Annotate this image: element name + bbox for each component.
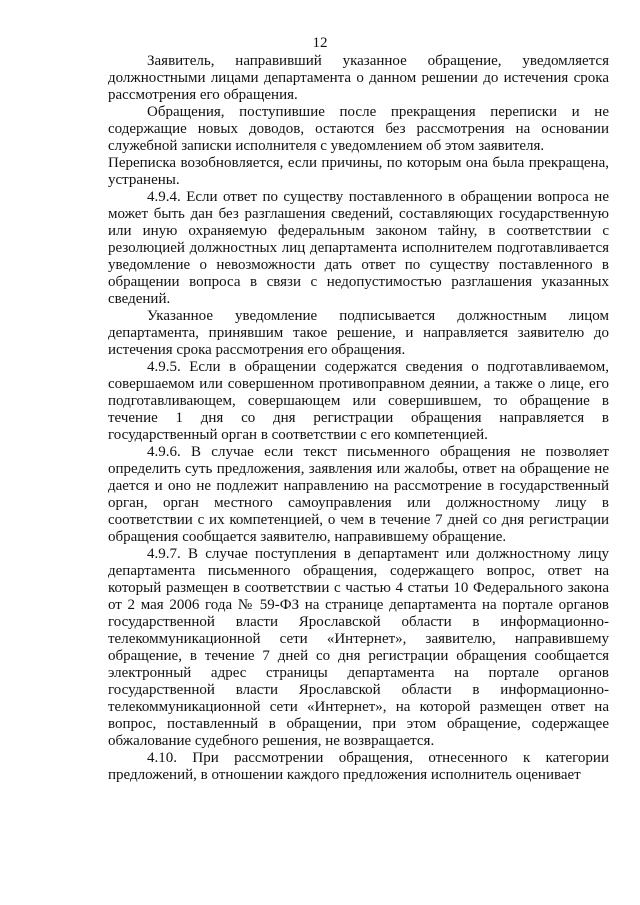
- paragraph-4-9-5: 4.9.5. Если в обращении содержатся сведения о подготавливаемом, совершаемом или совершенном противоправном деянии, а также о лице, его подготавливающем, совершающем или совершившем, то обращение в течение 1 дня со дня регистрации обращения направляется в государственный орган в соответствии с его компетенцией.: [108, 359, 609, 443]
- document-body: [108, 53, 609, 784]
- paragraph-correspondence-resumed: Переписка возобновляется, если причины, по которым она была прекращена, устранены.: [108, 155, 609, 188]
- paragraph-4-9-7: 4.9.7. В случае поступления в департамент или должностному лицу департамента письменного обращения, содержащего вопрос, ответ на который размещен в соответствии с частью 4 статьи 10 Федерального закона от 2 мая 2006 года № 59-ФЗ на странице департамента на портале органов государственной власти Ярославской области в информационно-телекоммуникационной сети «Интернет», заявителю, направившему обращение, в течение 7 дней со дня регистрации обращения сообщается электронный адрес страницы департамента на портале органов государственной власти Ярославской области в информационно-телекоммуникационной сети «Интернет», на которой размещен ответ на вопрос, поставленный в обращении, при этом обращение, содержащее обжалование судебного решения, не возвращается.: [108, 546, 609, 749]
- paragraph-applicant-notification: Заявитель, направивший указанное обращение, уведомляется должностными лицами департамента о данном решении до истечения срока рассмотрения его обращения.: [108, 53, 609, 103]
- paragraph-notice-signing: Указанное уведомление подписывается должностным лицом департамента, принявшим такое решение, и направляется заявителю до истечения срока рассмотрения его обращения.: [108, 308, 609, 358]
- page-number: 12: [312, 35, 328, 51]
- paragraph-4-10: 4.10. При рассмотрении обращения, отнесенного к категории предложений, в отношении каждого предложения исполнитель оценивает: [108, 750, 609, 783]
- paragraph-unreviewed-appeals: Обращения, поступившие после прекращения переписки и не содержащие новых доводов, остаются без рассмотрения на основании служебной записки исполнителя с уведомлением об этом заявителя.: [108, 104, 609, 154]
- paragraph-4-9-4: 4.9.4. Если ответ по существу поставленного в обращении вопроса не может быть дан без разглашения сведений, составляющих государственную или иную охраняемую федеральным законом тайну, в соответствии с резолюцией должностных лиц департамента исполнителем подготавливается уведомление о невозможности дать ответ по существу поставленного в обращении вопроса в связи с недопустимостью разглашения указанных сведений.: [108, 189, 609, 307]
- paragraph-4-9-6: 4.9.6. В случае если текст письменного обращения не позволяет определить суть предложения, заявления или жалобы, ответ на обращение не дается и оно не подлежит направлению на рассмотрение в государственный орган, орган местного самоуправления или должностному лицу в соответствии с их компетенцией, о чем в течение 7 дней со дня регистрации обращения сообщается заявителю, направившему обращение.: [108, 444, 609, 545]
